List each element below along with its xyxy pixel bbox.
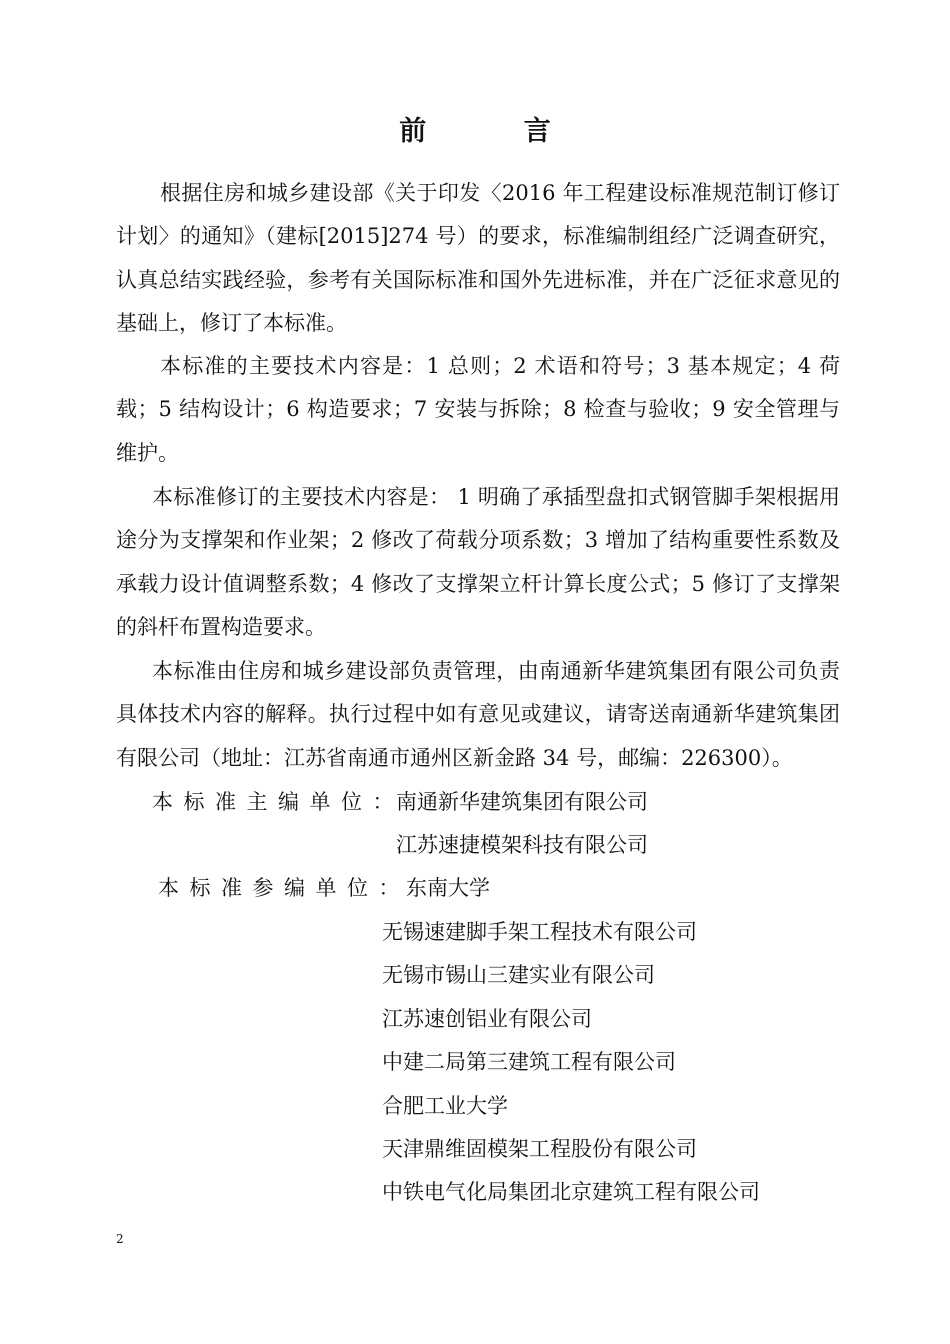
preface-paragraph: 根据住房和城乡建设部《关于印发〈2016 年工程建设标准规范制订修订计划〉的通知》（建标[2015]274 号）的要求，标准编制组经广泛调查研究，认真总结实践经验，参考有关国际标准和国外先进标准，并在广泛征求意见的基础上，修订了本标准。 [116, 181, 840, 336]
preface-paragraph: 本标准由住房和城乡建设部负责管理，由南通新华建筑集团有限公司负责具体技术内容的解释。执行过程中如有意见或建议，请寄送南通新华建筑集团有限公司（地址：江苏省南通市通州区新金路 34 号，邮编：226300）。 [116, 659, 840, 770]
participating-editor-unit: 合肥工业大学 [382, 1094, 508, 1118]
participating-editor-unit: 无锡速建脚手架工程技术有限公司 [382, 920, 697, 944]
chief-editor-label: 本标准主编单位： [152, 790, 404, 814]
preface-paragraph: 本标准的主要技术内容是：1 总则；2 术语和符号；3 基本规定；4 荷载；5 结构设计；6 构造要求；7 安装与拆除；8 检查与验收；9 安全管理与维护。 [116, 354, 840, 465]
participating-editor-unit: 中建二局第三建筑工程有限公司 [382, 1050, 676, 1074]
chief-editor-unit: 南通新华建筑集团有限公司 [396, 790, 648, 814]
participating-editor-unit: 天津鼎维固模架工程股份有限公司 [382, 1137, 697, 1161]
page-number: 2 [116, 1232, 124, 1246]
participating-editor-unit: 江苏速创铝业有限公司 [382, 1007, 592, 1031]
participating-editor-label: 本标准参编单位： [158, 876, 410, 900]
chief-editor-unit: 江苏速捷模架科技有限公司 [396, 833, 648, 857]
preface-paragraph: 本标准修订的主要技术内容是： 1 明确了承插型盘扣式钢管脚手架根据用途分为支撑架和作业架；2 修改了荷载分项系数；3 增加了结构重要性系数及承载力设计值调整系数；4 修改了支撑架立杆计算长度公式；5 修订了支撑架的斜杆布置构造要求。 [116, 485, 840, 640]
participating-editor-unit: 中铁电气化局集团北京建筑工程有限公司 [382, 1180, 760, 1204]
participating-editor-unit: 无锡市锡山三建实业有限公司 [382, 963, 655, 987]
participating-editor-unit: 东南大学 [406, 876, 490, 900]
page-title: 前 言 [399, 116, 595, 147]
